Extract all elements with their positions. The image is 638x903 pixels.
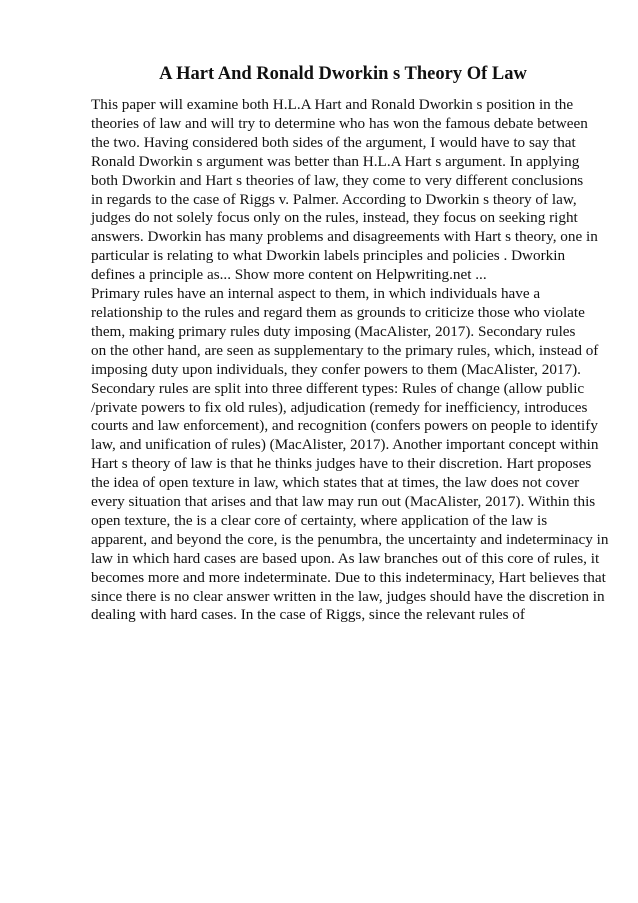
- document-body: [91, 96, 609, 625]
- body-line: both Dworkin and Hart s theories of law, they come to very different conclusions: [91, 171, 584, 189]
- body-line: apparent, and beyond the core, is the penumbra, the uncertainty and indeterminacy in: [91, 530, 609, 548]
- body-line: law, and unification of rules) (MacAlister, 2017). Another important concept within: [91, 436, 599, 454]
- body-line: relationship to the rules and regard them as grounds to criticize those who violate: [91, 303, 585, 321]
- body-line: the idea of open texture in law, which states that at times, the law does not cover: [91, 474, 580, 492]
- body-line: on the other hand, are seen as supplementary to the primary rules, which, instead of: [91, 341, 599, 359]
- body-line: judges do not solely focus only on the rules, instead, they focus on seeking right: [91, 209, 578, 227]
- body-line: courts and law enforcement), and recognition (confers powers on people to identify: [91, 417, 598, 435]
- body-line: particular is relating to what Dworkin labels principles and policies . Dworkin: [91, 247, 566, 265]
- body-line: since there is no clear answer written in the law, judges should have the discretion in: [91, 587, 605, 605]
- body-line: every situation that arises and that law may run out (MacAlister, 2017). Within this: [91, 493, 596, 511]
- body-line: Hart s theory of law is that he thinks judges have to their discretion. Hart proposes: [91, 455, 592, 473]
- body-line: dealing with hard cases. In the case of Riggs, since the relevant rules of: [91, 606, 525, 624]
- body-line: defines a principle as... Show more content on Helpwriting.net ...: [91, 266, 487, 284]
- body-line: becomes more and more indeterminate. Due to this indeterminacy, Hart believes that: [91, 568, 606, 586]
- body-line: in regards to the case of Riggs v. Palmer. According to Dworkin s theory of law,: [91, 190, 577, 208]
- body-line: Primary rules have an internal aspect to them, in which individuals have a: [91, 285, 541, 303]
- body-line: the two. Having considered both sides of the argument, I would have to say that: [91, 133, 576, 151]
- body-line: /private powers to fix old rules), adjudication (remedy for inefficiency, introduces: [91, 398, 588, 416]
- body-line: This paper will examine both H.L.A Hart and Ronald Dworkin s position in the: [91, 96, 574, 113]
- body-line: imposing duty upon individuals, they confer powers to them (MacAlister, 2017).: [91, 360, 581, 378]
- body-line: open texture, the is a clear core of certainty, where application of the law is: [91, 511, 548, 529]
- body-line: law in which hard cases are based upon. As law branches out of this core of rules, it: [91, 549, 600, 567]
- body-line: theories of law and will try to determine who has won the famous debate between: [91, 114, 588, 132]
- document-title: A Hart And Ronald Dworkin s Theory Of Law: [159, 64, 527, 84]
- body-line: Ronald Dworkin s argument was better than H.L.A Hart s argument. In applying: [91, 152, 580, 170]
- body-line: Secondary rules are split into three different types: Rules of change (allow public: [91, 379, 585, 397]
- body-line: them, making primary rules duty imposing (MacAlister, 2017). Secondary rules: [91, 322, 576, 340]
- body-line: answers. Dworkin has many problems and disagreements with Hart s theory, one in: [91, 228, 598, 246]
